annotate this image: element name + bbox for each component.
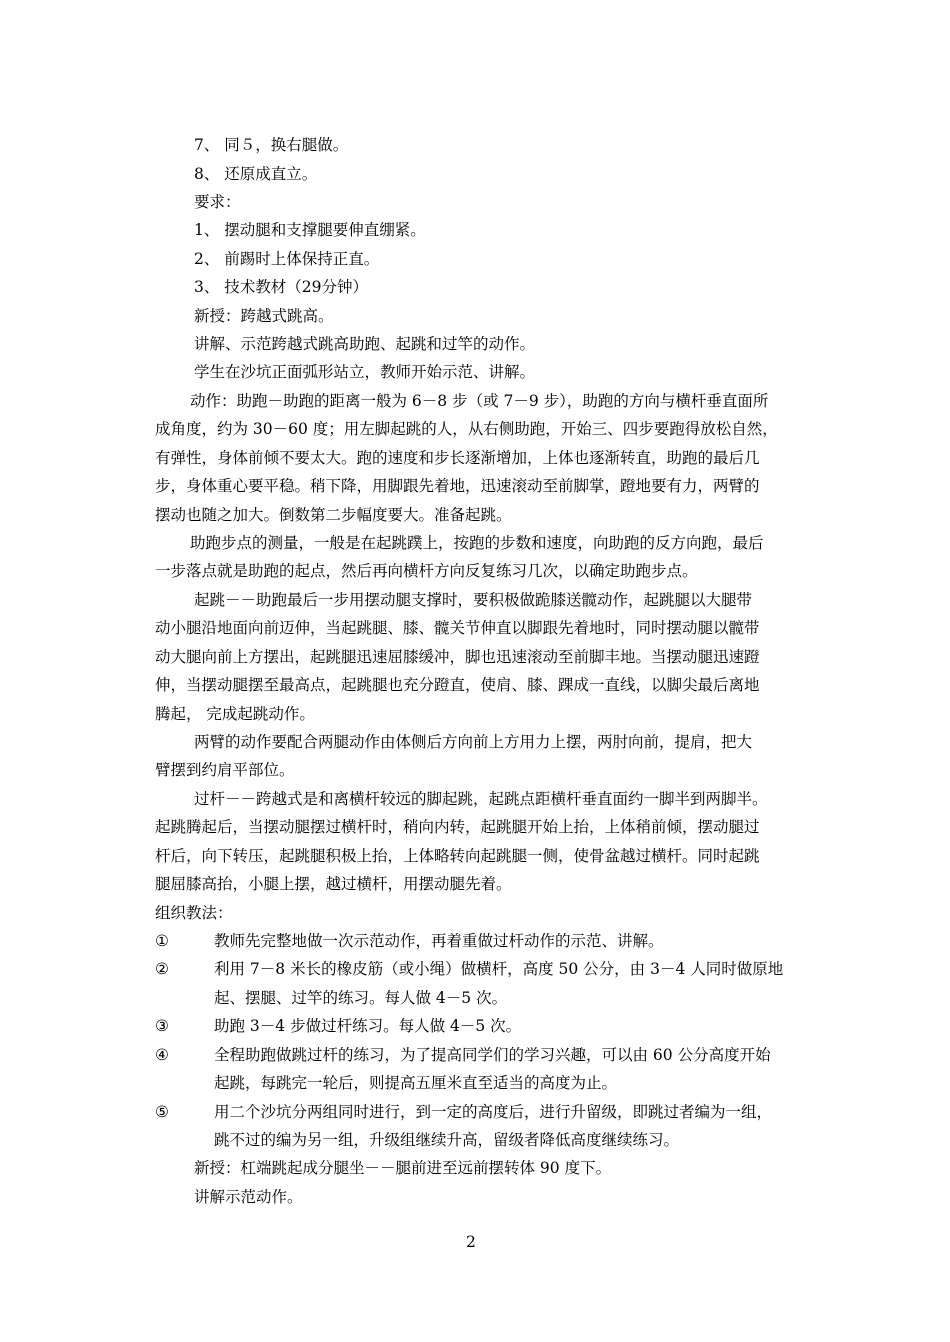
list-item-text: 全程助跑做跳过杆的练习，为了提高同学们的学习兴趣，可以由 60 公分高度开始 — [214, 1046, 771, 1064]
text-line: 2、 前踢时上体保持正直。 — [194, 250, 380, 268]
text-line: 新授：跨越式跳高。 — [194, 307, 334, 325]
paragraph-line: 过杆－－跨越式是和离横杆较远的脚起跳，起跳点距横杆垂直面约一脚半到两脚半。 — [194, 790, 768, 808]
list-item-text: 跳不过的编为另一组，升级组继续升高，留级者降低高度继续练习。 — [214, 1131, 680, 1149]
list-marker: ② — [155, 960, 169, 978]
paragraph-line: 腿屈膝高抬，小腿上摆，越过横杆，用摆动腿先着。 — [155, 875, 512, 893]
text-line: 学生在沙坑正面弧形站立，教师开始示范、讲解。 — [194, 363, 536, 381]
text-line: 讲解示范动作。 — [194, 1188, 303, 1206]
paragraph-line: 两臂的动作要配合两腿动作由体侧后方向前上方用力上摆，两肘向前，提肩，把大 — [194, 733, 753, 751]
paragraph-line: 成角度，约为 30－60 度；用左脚起跳的人，从右侧助跑，开始三、四步要跑得放松自然， — [155, 420, 778, 438]
list-marker: ③ — [155, 1017, 169, 1035]
section-heading: 组织教法： — [155, 904, 233, 922]
page-number: 2 — [466, 1233, 476, 1251]
text-line: 8、 还原成直立。 — [194, 165, 318, 183]
paragraph-line: 伸，当摆动腿摆至最高点，起跳腿也充分蹬直，使肩、膝、踝成一直线，以脚尖最后离地 — [155, 676, 760, 694]
text-line: 7、 同５，换右腿做。 — [194, 136, 349, 154]
paragraph-line: 助跑步点的测量，一般是在起跳蹼上，按跑的步数和速度，向助跑的反方向跑，最后 — [190, 534, 764, 552]
text-line: 讲解、示范跨越式跳高助跑、起跳和过竿的动作。 — [194, 335, 536, 353]
paragraph-line: 有弹性，身体前倾不要太大。跑的速度和步长逐渐增加，上体也逐渐转直，助跑的最后几 — [155, 449, 760, 467]
text-line: 1、 摆动腿和支撑腿要伸直绷紧。 — [194, 221, 426, 239]
text-line: 新授：杠端跳起成分腿坐－－腿前进至远前摆转体 90 度下。 — [194, 1159, 612, 1177]
list-marker: ① — [155, 932, 169, 950]
text-line: 3、 技术教材（29分钟） — [194, 278, 369, 296]
paragraph-line: 动小腿沿地面向前迈伸，当起跳腿、膝、髋关节伸直以脚跟先着地时，同时摆动腿以髋带 — [155, 619, 760, 637]
paragraph-line: 起跳－－助跑最后一步用摆动腿支撑时，要积极做跪膝送髋动作，起跳腿以大腿带 — [194, 591, 753, 609]
paragraph-line: 动大腿向前上方摆出，起跳腿迅速屈膝缓冲，脚也迅速滚动至前脚丰地。当摆动腿迅速蹬 — [155, 648, 760, 666]
list-item-text: 教师先完整地做一次示范动作，再着重做过杆动作的示范、讲解。 — [214, 932, 664, 950]
paragraph-line: 臂摆到约肩平部位。 — [155, 761, 295, 779]
paragraph-line: 腾起， 完成起跳动作。 — [155, 705, 315, 723]
paragraph-line: 杆后，向下转压，起跳腿积极上抬，上体略转向起跳腿一侧，使骨盆越过横杆。同时起跳 — [155, 847, 760, 865]
list-item-text: 助跑 3－4 步做过杆练习。每人做 4－5 次。 — [214, 1017, 522, 1035]
list-item-text: 利用 7－8 米长的橡皮筋（或小绳）做横杆，高度 50 公分，由 3－4 人同时做原地 — [214, 960, 784, 978]
list-item-text: 起、摆腿、过竿的练习。每人做 4－5 次。 — [214, 989, 508, 1007]
paragraph-line: 动作：助跑－助跑的距离一般为 6－8 步（或 7－9 步），助跑的方向与横杆垂直面所 — [190, 392, 769, 410]
text-line: 要求： — [194, 193, 241, 211]
paragraph-line: 起跳腾起后，当摆动腿摆过横杆时，稍向内转，起跳腿开始上抬，上体稍前倾，摆动腿过 — [155, 818, 760, 836]
list-item-text: 用二个沙坑分两组同时进行，到一定的高度后，进行升留级，即跳过者编为一组， — [214, 1103, 773, 1121]
list-marker: ⑤ — [155, 1103, 169, 1121]
list-marker: ④ — [155, 1046, 169, 1064]
paragraph-line: 一步落点就是助跑的起点，然后再向横杆方向反复练习几次，以确定助跑步点。 — [155, 562, 698, 580]
list-item-text: 起跳，每跳完一轮后，则提高五厘米直至适当的高度为止。 — [214, 1074, 618, 1092]
paragraph-line: 摆动也随之加大。倒数第二步幅度要大。准备起跳。 — [155, 506, 512, 524]
paragraph-line: 步，身体重心要平稳。稍下降，用脚跟先着地，迅速滚动至前脚掌，蹬地要有力，两臂的 — [155, 477, 760, 495]
